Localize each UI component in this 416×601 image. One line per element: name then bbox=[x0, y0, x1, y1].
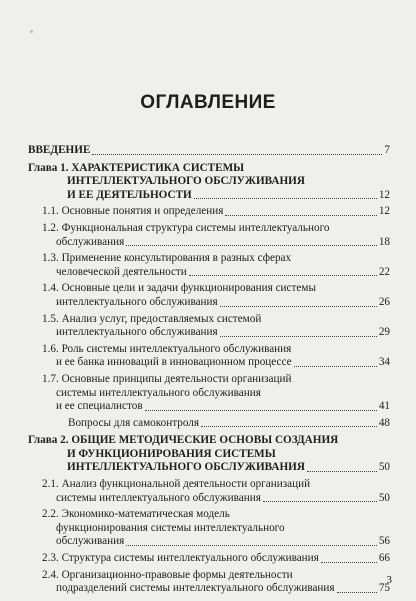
toc-section-2-2[interactable] bbox=[42, 508, 390, 549]
toc-entry-page: 12 bbox=[378, 188, 390, 201]
toc-entry-page: 7 bbox=[384, 144, 390, 156]
toc-chapter-1[interactable] bbox=[28, 162, 390, 203]
toc-entry-page: 22 bbox=[378, 265, 390, 278]
toc-entry-page: 18 bbox=[378, 235, 390, 248]
dot-leader bbox=[145, 410, 377, 411]
toc-chapter-2[interactable] bbox=[28, 434, 390, 475]
toc-section-2-4[interactable] bbox=[42, 569, 390, 596]
dot-leader bbox=[294, 366, 377, 367]
dot-leader bbox=[220, 336, 377, 337]
toc-entry-label: 2.1. Анализ функциональной деятельности организаций bbox=[42, 478, 311, 491]
dot-leader bbox=[321, 562, 377, 563]
dot-leader bbox=[126, 545, 377, 546]
toc-entry-label: 2.3. Структура системы интеллектуального обслуживания bbox=[42, 552, 319, 565]
chapter-heading-line: ИНТЕЛЛЕКТУАЛЬНОГО ОБСЛУЖИВАНИЯ bbox=[67, 461, 305, 474]
chapter-heading-line: Глава 1. ХАРАКТЕРИСТИКА СИСТЕМЫ bbox=[28, 161, 245, 174]
dot-leader bbox=[307, 471, 377, 472]
toc-entry-label: подразделений системы интеллектуального обслуживания bbox=[56, 582, 335, 595]
toc-entry-label: 2.2. Экономико-математическая модель bbox=[42, 508, 230, 521]
toc-entry-label: 1.5. Анализ услуг, предоставляемых системой bbox=[42, 312, 262, 325]
paper-speck bbox=[30, 30, 33, 33]
toc-section-1-7[interactable] bbox=[42, 373, 390, 414]
toc-section-1-4[interactable] bbox=[42, 282, 390, 309]
chapter-heading-line: ИНТЕЛЛЕКТУАЛЬНОГО ОБСЛУЖИВАНИЯ bbox=[67, 175, 305, 188]
toc-entry-page: 56 bbox=[378, 535, 390, 548]
toc-entry-page: 26 bbox=[378, 295, 390, 308]
toc-section-1-3[interactable] bbox=[42, 252, 390, 279]
toc-entry-label: функционирования системы интеллектуального bbox=[56, 521, 285, 534]
toc-entry-page: 50 bbox=[378, 461, 390, 474]
chapter-heading-line: Глава 2. ОБЩИЕ МЕТОДИЧЕСКИЕ ОСНОВЫ СОЗДАНИЯ bbox=[28, 434, 339, 447]
toc-questions-1[interactable] bbox=[68, 417, 390, 431]
toc-entry-page: 50 bbox=[378, 491, 390, 504]
toc-entry-label: человеческой деятельности bbox=[56, 265, 187, 278]
toc-entry-page: 29 bbox=[378, 326, 390, 339]
toc-entry-label: 2.4. Организационно-правовые формы деятельности bbox=[42, 568, 293, 581]
dot-leader bbox=[263, 501, 377, 502]
toc-section-1-2[interactable] bbox=[42, 222, 390, 249]
chapter-heading-line: И ФУНКЦИОНИРОВАНИЯ СИСТЕМЫ bbox=[67, 447, 276, 460]
toc-entry-label: Вопросы для самоконтроля bbox=[68, 416, 199, 429]
chapter-heading-line: И ЕЕ ДЕЯТЕЛЬНОСТИ bbox=[67, 188, 192, 201]
toc-entry-label: 1.2. Функциональная структура системы интеллектуального bbox=[42, 221, 330, 234]
toc-entry-label: 1.3. Применение консультирования в разных сферах bbox=[42, 252, 292, 265]
dot-leader bbox=[225, 215, 376, 216]
toc-entry-label: 1.6. Роль системы интеллектуального обслуживания bbox=[42, 342, 292, 355]
toc-entry-page: 34 bbox=[378, 356, 390, 369]
toc-title: ОГЛАВЛЕНИЕ bbox=[140, 92, 276, 113]
toc-section-1-6[interactable] bbox=[42, 343, 390, 370]
toc-entry-label: и ее специалистов bbox=[56, 400, 143, 413]
dot-leader bbox=[201, 426, 377, 427]
toc-entry-page: 75 bbox=[378, 582, 390, 595]
toc-section-2-1[interactable] bbox=[42, 478, 390, 505]
toc-entry-label: 1.4. Основные цели и задачи функционирования системы bbox=[42, 282, 316, 295]
toc-section-1-1[interactable] bbox=[42, 205, 390, 219]
dot-leader bbox=[189, 275, 377, 276]
toc-entry-label: системы интеллектуального обслуживания bbox=[56, 491, 261, 504]
toc-entry-label: 1.1. Основные понятия и определения bbox=[42, 205, 224, 218]
toc-entry-label: системы интеллектуального обслуживания bbox=[56, 386, 261, 399]
toc-entry-label: интеллектуального обслуживания bbox=[56, 295, 218, 308]
toc-entry-label: ВВЕДЕНИЕ bbox=[28, 144, 91, 156]
dot-leader bbox=[337, 592, 377, 593]
dot-leader bbox=[194, 198, 377, 199]
page-number: 3 bbox=[386, 574, 392, 586]
table-of-contents bbox=[28, 144, 390, 596]
toc-entry-label: обслуживания bbox=[56, 535, 125, 548]
dot-leader bbox=[126, 245, 377, 246]
dot-leader bbox=[220, 306, 377, 307]
toc-entry-page: 66 bbox=[378, 552, 390, 565]
toc-entry-page: 48 bbox=[378, 416, 390, 429]
toc-section-2-3[interactable] bbox=[42, 552, 390, 566]
toc-entry-intro[interactable] bbox=[28, 144, 390, 158]
toc-entry-page: 41 bbox=[378, 400, 390, 413]
toc-entry-label: и ее банка инноваций в инновационном процессе bbox=[56, 356, 292, 369]
toc-entry-label: интеллектуального обслуживания bbox=[56, 326, 218, 339]
toc-entry-label: обслуживания bbox=[56, 235, 125, 248]
dot-leader bbox=[92, 154, 382, 155]
toc-entry-label: 1.7. Основные принципы деятельности организаций bbox=[42, 372, 292, 385]
toc-section-1-5[interactable] bbox=[42, 313, 390, 340]
toc-entry-page: 12 bbox=[378, 205, 390, 218]
